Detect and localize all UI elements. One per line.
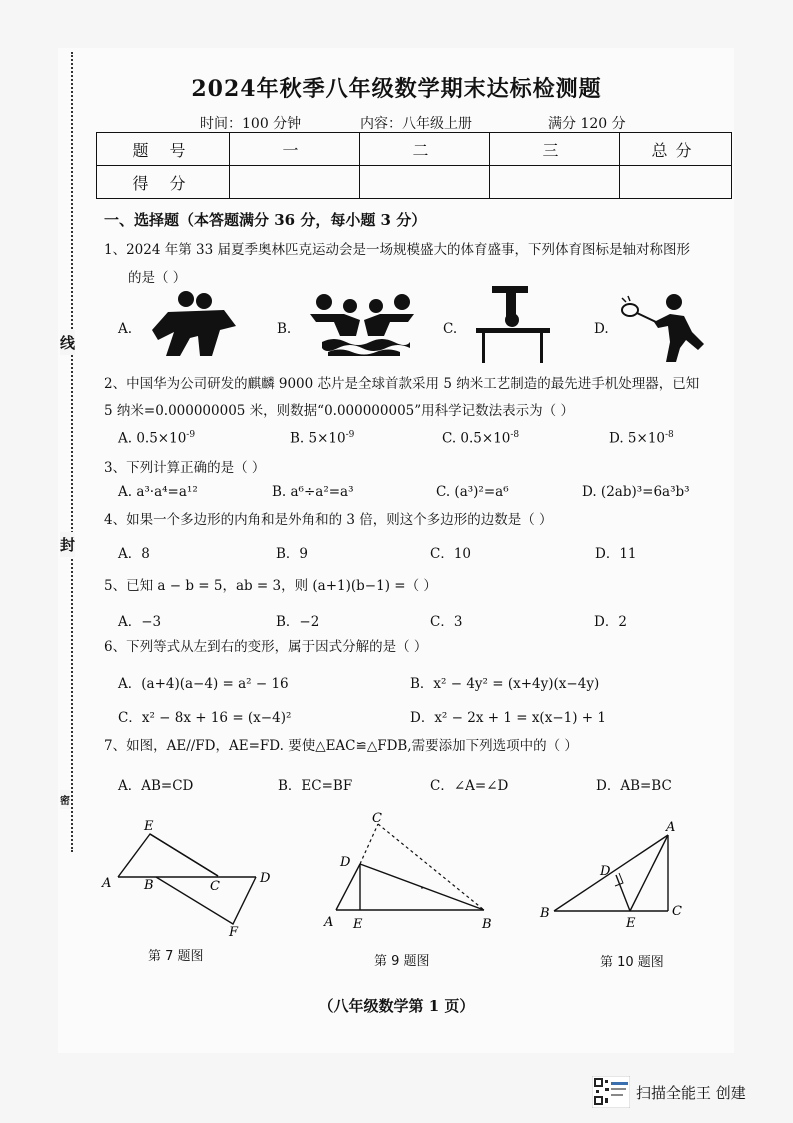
figure-10-caption: 第 10 题图 [600,955,664,970]
question-5: 5、已知 a − b = 5，ab = 3，则 (a+1)(b−1) =（ ） [104,578,437,594]
q6-option-d[interactable]: D．x² − 2x + 1 = x(x−1) + 1 [410,710,606,726]
gymnastics-vault-icon [474,284,552,364]
fig10-label-d: D [600,864,611,879]
figure-10-diagram [536,815,696,935]
fig7-label-c: C [210,879,220,894]
q4-option-a[interactable]: A．8 [118,546,150,562]
q5-option-d[interactable]: D．2 [594,614,627,630]
q5-option-a[interactable]: A．−3 [118,614,162,630]
q7-option-d[interactable]: D．AB=BC [596,778,672,794]
fig7-label-d: D [260,871,271,886]
q3-option-a[interactable]: A. a³·a⁴=a¹² [118,484,198,500]
fig7-label-f: F [229,925,239,940]
subtitle-time: 时间：100 分钟 [200,116,302,132]
q2-option-c-exp: -8 [510,430,520,440]
q1-option-c[interactable]: C. [443,321,458,337]
q2-option-a[interactable] [118,430,195,447]
water-polo-icon [306,292,418,356]
question-7: 7、如图，AE//FD，AE=FD. 要使△EAC≌△FDB,需要添加下列选项中的（ ） [104,738,578,754]
score-cell: 题 号 [97,133,230,166]
q2-option-b[interactable] [290,430,354,447]
q2-option-c-base: C. 0.5×10 [442,430,511,447]
figure-7-diagram [98,812,288,942]
fig9-label-b: B [482,917,492,932]
fig9-label-a: A [324,915,334,930]
score-cell: 一 [230,133,360,166]
q2-option-d-exp: -8 [665,430,674,440]
subtitle-full-score: 满分 120 分 [548,116,626,132]
question-2-line-2: 5 纳米=0.000000005 米，则数据“0.000000005”用科学记数法表示为（ ） [104,403,574,419]
binding-char-seal: 封 [60,532,75,557]
score-input-cell[interactable] [230,166,360,199]
q3-option-d[interactable]: D. (2ab)³=6a³b³ [582,484,690,500]
q2-option-d[interactable] [609,430,674,447]
q4-option-c[interactable]: C．10 [430,546,472,562]
q7-option-c[interactable]: C．∠A=∠D [430,778,509,794]
wrestling-icon [150,290,250,358]
exam-title: 2024年秋季八年级数学期末达标检测题 [191,76,602,102]
q4-option-d[interactable]: D．11 [595,546,637,562]
q2-option-a-exp: -9 [186,430,196,440]
fig10-label-b: B [540,906,550,921]
binding-char-secret: 密 [60,790,70,809]
q6-option-a[interactable]: A．(a+4)(a−4) = a² − 16 [118,676,289,692]
q6-option-c[interactable]: C．x² − 8x + 16 = (x−4)² [118,710,292,726]
fig10-label-a: A [666,820,676,835]
fig10-label-c: C [672,904,682,919]
q2-option-b-exp: -9 [345,430,355,440]
binding-dotted-line [71,52,73,852]
q5-option-c[interactable]: C．3 [430,614,463,630]
question-6: 6、下列等式从左到右的变形，属于因式分解的是（ ） [104,639,428,655]
fig9-label-d: D [340,855,351,870]
score-input-cell[interactable] [490,166,620,199]
fig7-label-e: E [144,819,154,834]
q3-option-b[interactable]: B. a⁶÷a²=a³ [272,484,354,500]
score-input-cell[interactable] [360,166,490,199]
fig10-label-e: E [626,916,636,931]
q2-option-a-base: A. 0.5×10 [118,430,187,447]
question-1-line-1: 1、2024 年第 33 届夏季奥林匹克运动会是一场规模盛大的体育盛事，下列体育图标是轴对称图形 [104,242,690,258]
q3-option-c[interactable]: C. (a³)²=a⁶ [436,484,509,500]
q2-option-d-base: D. 5×10 [609,430,666,447]
fig7-label-b: B [144,878,154,893]
page-footer: （八年级数学第 1 页） [318,997,475,1015]
section-heading: 一、选择题（本答题满分 36 分，每小题 3 分） [104,211,427,229]
scanner-watermark [592,1076,746,1108]
q7-option-a[interactable]: A．AB=CD [118,778,194,794]
score-cell: 二 [360,133,490,166]
qr-code-icon [592,1076,630,1108]
question-2-line-1: 2、中国华为公司研发的麒麟 9000 芯片是全球首款采用 5 纳米工艺制造的最先进手机处理器，已知 [104,376,700,392]
q1-option-b[interactable]: B. [277,321,292,337]
q4-option-b[interactable]: B．9 [276,546,309,562]
score-cell: 总分 [620,133,732,166]
subtitle-content: 内容：八年级上册 [360,116,472,132]
question-4: 4、如果一个多边形的内角和是外角和的 3 倍，则这个多边形的边数是（ ） [104,512,553,528]
badminton-icon [618,292,714,362]
score-input-cell[interactable] [620,166,732,199]
q6-option-b[interactable]: B．x² − 4y² = (x+4y)(x−4y) [410,676,600,692]
score-cell: 三 [490,133,620,166]
figure-7-caption: 第 7 题图 [148,949,204,964]
question-1-line-2: 的是（ ） [128,270,187,286]
figure-9-caption: 第 9 题图 [374,954,430,969]
scanner-text: 扫描全能王 创建 [636,1083,746,1102]
q2-option-b-base: B. 5×10 [290,430,346,447]
score-table [96,132,732,199]
q2-option-c[interactable] [442,430,519,447]
q7-option-b[interactable]: B．EC=BF [278,778,353,794]
fig9-label-e: E [353,917,363,932]
q5-option-b[interactable]: B．−2 [276,614,320,630]
fig9-label-c: C [372,811,382,826]
q1-option-d[interactable]: D. [594,321,609,337]
q1-option-a[interactable]: A. [118,321,133,337]
question-3: 3、下列计算正确的是（ ） [104,460,266,476]
figure-9-diagram [318,810,498,935]
score-table-header-row [97,133,732,166]
fig7-label-a: A [102,876,112,891]
score-table-score-row [97,166,732,199]
binding-char-line: 线 [60,330,75,355]
score-cell: 得 分 [97,166,230,199]
